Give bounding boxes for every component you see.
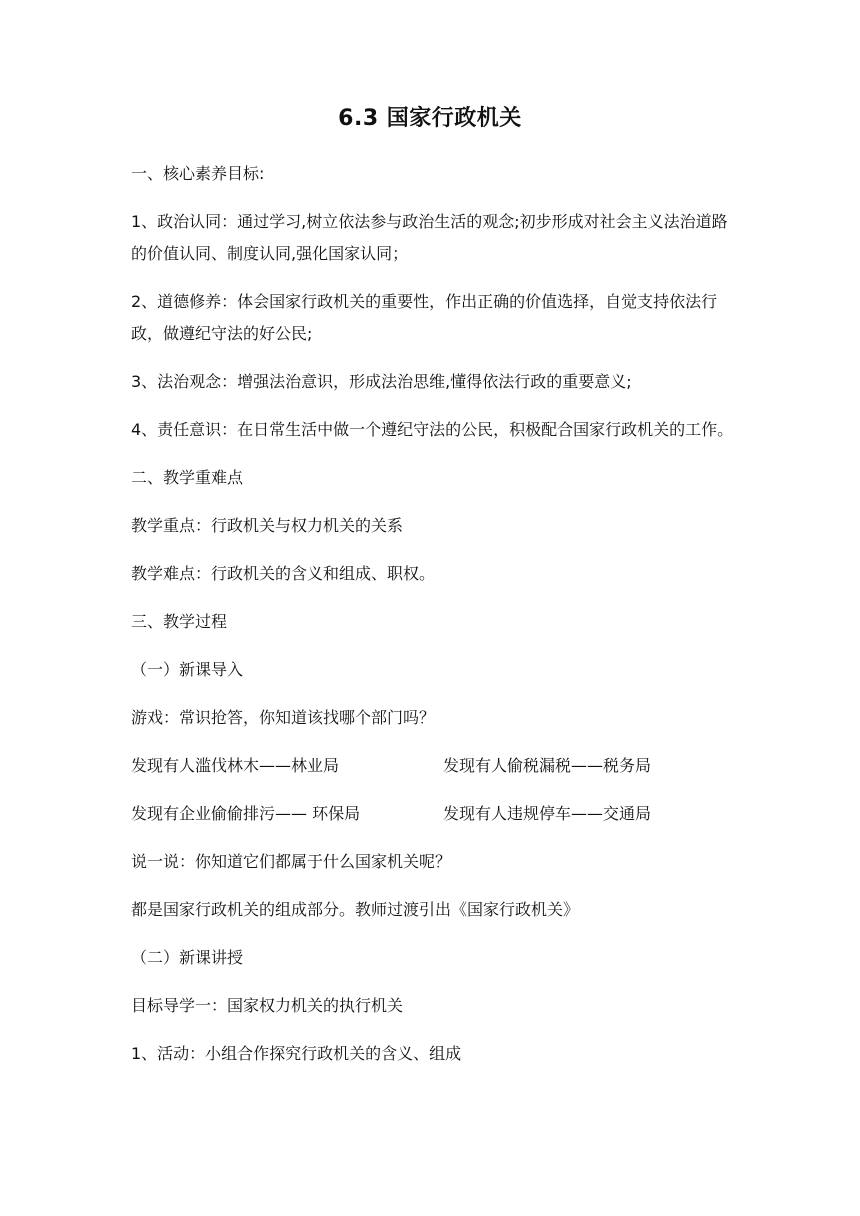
quiz-row bbox=[131, 798, 735, 830]
game-prompt: 游戏：常识抢答，你知道该找哪个部门吗？ bbox=[131, 708, 436, 727]
section-heading-process: 三、教学过程 bbox=[131, 612, 228, 631]
document-body bbox=[131, 158, 735, 1086]
discussion-question: 说一说：你知道它们都属于什么国家机关呢？ bbox=[131, 852, 452, 871]
section-heading-key-points: 二、教学重难点 bbox=[131, 468, 244, 487]
quiz-item: 发现有人偷税漏税——税务局 bbox=[443, 756, 652, 775]
teaching-focus: 教学重点：行政机关与权力机关的关系 bbox=[131, 516, 404, 535]
quiz-item: 发现有企业偷偷排污—— 环保局 bbox=[131, 804, 361, 823]
subsection-new-lesson: （二）新课讲授 bbox=[131, 948, 244, 967]
quiz-item: 发现有人滥伐林木——林业局 bbox=[131, 756, 340, 775]
goal-political-identity: 1、政治认同：通过学习,树立依法参与政治生活的观念;初步形成对社会主义法治道路的价值认同、制度认同,强化国家认同； bbox=[131, 212, 728, 263]
activity-one: 1、活动：小组合作探究行政机关的含义、组成 bbox=[131, 1044, 462, 1063]
goal-rule-of-law: 3、法治观念：增强法治意识，形成法治思维,懂得依法行政的重要意义; bbox=[131, 372, 632, 391]
goal-moral-cultivation: 2、道德修养：体会国家行政机关的重要性，作出正确的价值选择，自觉支持依法行政，做遵纪守法的好公民; bbox=[131, 292, 718, 343]
quiz-item: 发现有人违规停车——交通局 bbox=[443, 804, 652, 823]
learning-objective-one: 目标导学一：国家权力机关的执行机关 bbox=[131, 996, 404, 1015]
subsection-introduction: （一）新课导入 bbox=[131, 660, 244, 679]
document-title: 6.3 国家行政机关 bbox=[338, 106, 522, 131]
quiz-row bbox=[131, 750, 735, 782]
teaching-difficulty: 教学难点：行政机关的含义和组成、职权。 bbox=[131, 564, 436, 583]
teacher-transition: 都是国家行政机关的组成部分。教师过渡引出《国家行政机关》 bbox=[131, 900, 580, 919]
goal-responsibility: 4、责任意识：在日常生活中做一个遵纪守法的公民，积极配合国家行政机关的工作。 bbox=[131, 420, 734, 439]
section-heading-core-goals: 一、核心素养目标: bbox=[131, 164, 265, 183]
